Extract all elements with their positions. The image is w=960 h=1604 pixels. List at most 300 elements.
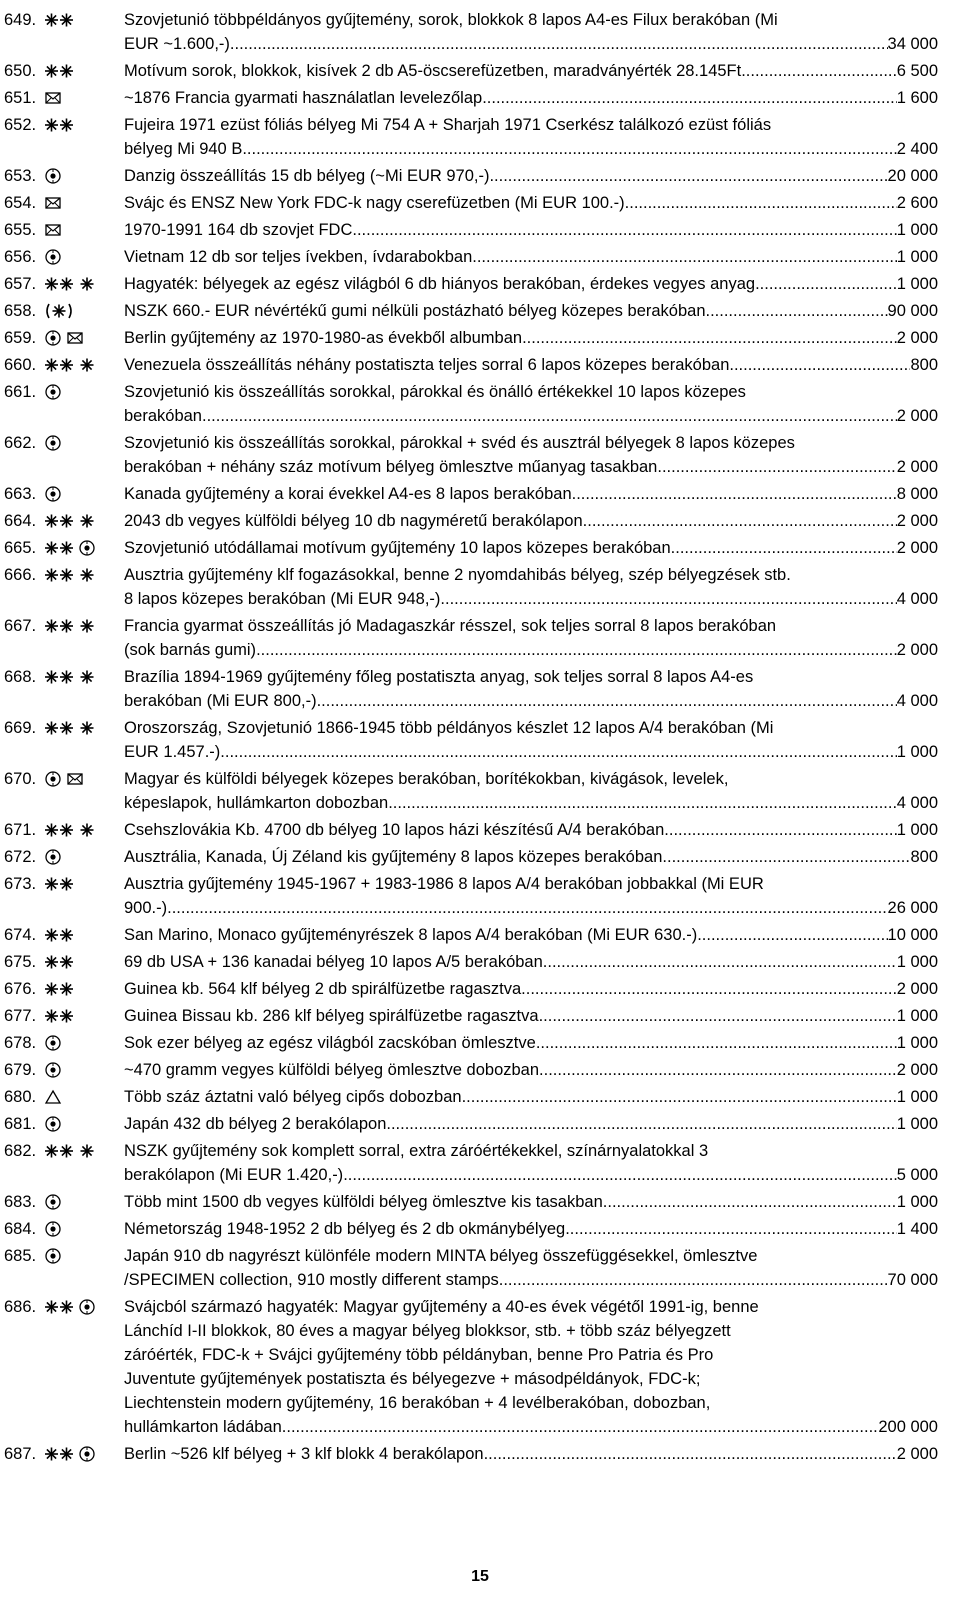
lot-item — [0, 845, 960, 869]
lot-item — [0, 191, 960, 215]
lot-number: 650. — [4, 62, 37, 80]
leader-dots — [256, 638, 897, 662]
description-text: Hagyaték: bélyegek az egész világból 6 db hiányos berakóban, érdekes vegyes anyag — [124, 275, 756, 293]
mint-never-hinged-icon — [44, 1445, 74, 1463]
lot-number: 669. — [4, 719, 37, 737]
description-line — [124, 689, 938, 713]
lot-number: 663. — [4, 485, 37, 503]
lot-description — [124, 353, 938, 377]
lot-description — [124, 86, 938, 110]
description-line — [124, 614, 938, 638]
lot-item — [0, 1295, 960, 1439]
leader-dots — [522, 326, 897, 350]
mint-hinged-icon — [78, 566, 96, 584]
lot-description — [124, 536, 938, 560]
lot-description — [124, 1190, 938, 1214]
leader-dots — [343, 1163, 897, 1187]
envelope-icon — [44, 194, 62, 212]
lot-description — [124, 431, 938, 479]
lot-item — [0, 1004, 960, 1028]
description-line — [124, 431, 938, 455]
lot-price: 2 000 — [896, 1445, 938, 1463]
lot-item — [0, 1217, 960, 1241]
leader-dots — [741, 59, 896, 83]
no-gum-icon — [44, 302, 74, 320]
mint-hinged-icon — [78, 821, 96, 839]
condition-symbols — [44, 1142, 96, 1160]
description-line — [124, 1163, 938, 1187]
lot-description — [124, 716, 938, 764]
lot-item — [0, 8, 960, 56]
lot-item — [0, 380, 960, 428]
leader-dots — [543, 950, 897, 974]
lot-number: 681. — [4, 1115, 37, 1133]
lot-description — [124, 1139, 938, 1187]
lot-price: 2 000 — [896, 641, 938, 659]
mint-hinged-icon — [78, 668, 96, 686]
description-line — [124, 482, 938, 506]
description-line — [124, 977, 938, 1001]
description-line — [124, 1244, 938, 1268]
condition-symbols — [44, 1088, 62, 1106]
lot-price: 5 000 — [896, 1166, 938, 1184]
description-text: (sok barnás gumi) — [124, 641, 257, 659]
lot-item — [0, 977, 960, 1001]
lot-price: 20 000 — [887, 167, 938, 185]
lot-description — [124, 326, 938, 350]
description-line — [124, 1217, 938, 1241]
description-line — [124, 380, 938, 404]
description-text: 2043 db vegyes külföldi bélyeg 10 db nagyméretű berakólapon — [124, 512, 583, 530]
mint-never-hinged-icon — [44, 1007, 74, 1025]
condition-symbols — [44, 383, 62, 401]
condition-symbols — [44, 167, 62, 185]
lot-number: 655. — [4, 221, 37, 239]
lot-price: 1 000 — [896, 1088, 938, 1106]
description-line — [124, 872, 938, 896]
leader-dots — [472, 245, 896, 269]
lot-number: 680. — [4, 1088, 37, 1106]
lot-number: 657. — [4, 275, 37, 293]
used-stamp-icon — [44, 848, 62, 866]
description-line — [124, 1367, 938, 1391]
description-text: 8 lapos közepes berakóban (Mi EUR 948,-) — [124, 590, 441, 608]
lot-price: 6 500 — [896, 62, 938, 80]
description-text: Oroszország, Szovjetunió 1866-1945 több példányos készlet 12 lapos A/4 berakóban (Mi — [124, 719, 774, 737]
mint-never-hinged-icon — [44, 980, 74, 998]
description-line — [124, 1190, 938, 1214]
mint-never-hinged-icon — [44, 11, 74, 29]
description-text: Több mint 1500 db vegyes külföldi bélyeg ömlesztve kis tasakban — [124, 1193, 603, 1211]
condition-symbols — [44, 194, 62, 212]
lot-item — [0, 299, 960, 323]
lot-number: 682. — [4, 1142, 37, 1160]
mint-never-hinged-icon — [44, 617, 74, 635]
description-text: Szovjetunió utódállamai motívum gyűjtemény 10 lapos közepes berakóban — [124, 539, 671, 557]
description-line — [124, 326, 938, 350]
lot-description — [124, 1085, 938, 1109]
description-line — [124, 716, 938, 740]
description-text: Fujeira 1971 ezüst fóliás bélyeg Mi 754 A + Sharjah 1971 Cserkész találkozó ezüst fóliás — [124, 116, 772, 134]
lot-item — [0, 923, 960, 947]
lot-description — [124, 8, 938, 56]
lot-price: 1 000 — [896, 248, 938, 266]
lot-price: 2 600 — [896, 194, 938, 212]
condition-symbols — [44, 953, 74, 971]
description-text: Danzig összeállítás 15 db bélyeg (~Mi EUR 970,-) — [124, 167, 490, 185]
description-text: EUR 1.457.-) — [124, 743, 221, 761]
description-text: Lánchíd I-II blokkok, 80 éves a magyar bélyeg blokksor, stb. + több száz bélyegzett — [124, 1322, 731, 1340]
lot-price: 1 000 — [896, 1034, 938, 1052]
lot-item — [0, 563, 960, 611]
leader-dots — [220, 740, 896, 764]
lot-description — [124, 1004, 938, 1028]
lot-item — [0, 536, 960, 560]
lot-price: 1 000 — [896, 221, 938, 239]
condition-symbols — [44, 116, 74, 134]
lot-item — [0, 482, 960, 506]
description-text: Kanada gyűjtemény a korai évekkel A4-es 8 lapos berakóban — [124, 485, 572, 503]
leader-dots — [565, 1217, 896, 1241]
condition-symbols — [44, 668, 96, 686]
description-text: /SPECIMEN collection, 910 mostly different stamps — [124, 1271, 499, 1289]
lot-item — [0, 1031, 960, 1055]
description-line — [124, 1442, 938, 1466]
description-text: Japán 432 db bélyeg 2 berakólapon — [124, 1115, 387, 1133]
leader-dots — [539, 1004, 897, 1028]
lot-description — [124, 845, 938, 869]
page-number: 15 — [471, 1568, 489, 1585]
description-text: berakóban — [124, 407, 202, 425]
description-line — [124, 1058, 938, 1082]
mint-never-hinged-icon — [44, 512, 74, 530]
mint-hinged-icon — [78, 1142, 96, 1160]
lot-price: 8 000 — [896, 485, 938, 503]
lot-price: 10 000 — [887, 926, 938, 944]
lot-number: 667. — [4, 617, 37, 635]
lot-description — [124, 218, 938, 242]
lot-item — [0, 767, 960, 815]
leader-dots — [242, 137, 896, 161]
description-text: Motívum sorok, blokkok, kisívek 2 db A5-öscserefüzetben, maradványérték 28.145Ft — [124, 62, 742, 80]
condition-symbols — [44, 875, 74, 893]
used-stamp-icon — [44, 1220, 62, 1238]
lot-number: 651. — [4, 89, 37, 107]
lot-description — [124, 1112, 938, 1136]
lot-item — [0, 665, 960, 713]
lot-description — [124, 818, 938, 842]
description-line — [124, 1343, 938, 1367]
lot-item — [0, 1244, 960, 1292]
lot-description — [124, 1295, 938, 1439]
leader-dots — [755, 272, 897, 296]
description-line — [124, 8, 938, 32]
lot-item — [0, 872, 960, 920]
lot-number: 664. — [4, 512, 37, 530]
lot-number: 687. — [4, 1445, 37, 1463]
envelope-icon — [66, 329, 84, 347]
condition-symbols — [44, 539, 96, 557]
condition-symbols — [44, 926, 74, 944]
lot-item — [0, 1442, 960, 1466]
leader-dots — [499, 1268, 888, 1292]
lot-item — [0, 272, 960, 296]
description-line — [124, 665, 938, 689]
description-text: ~470 gramm vegyes külföldi bélyeg ömlesztve dobozban — [124, 1061, 540, 1079]
lot-description — [124, 113, 938, 161]
lot-item — [0, 326, 960, 350]
used-stamp-icon — [78, 539, 96, 557]
mint-hinged-icon — [78, 356, 96, 374]
lot-item — [0, 164, 960, 188]
leader-dots — [536, 1031, 897, 1055]
mint-never-hinged-icon — [44, 275, 74, 293]
lot-item — [0, 950, 960, 974]
lot-description — [124, 1442, 938, 1466]
lot-item — [0, 818, 960, 842]
description-line — [124, 191, 938, 215]
lot-item — [0, 218, 960, 242]
leader-dots — [706, 299, 888, 323]
leader-dots — [664, 818, 896, 842]
description-text: záróérték, FDC-k + Svájci gyűjtemény több példányban, benne Pro Patria és Pro — [124, 1346, 714, 1364]
description-text: ~1876 Francia gyarmati használatlan levelezőlap — [124, 89, 483, 107]
leader-dots — [440, 587, 896, 611]
lot-number: 660. — [4, 356, 37, 374]
lot-description — [124, 482, 938, 506]
mint-never-hinged-icon — [44, 668, 74, 686]
condition-symbols — [44, 617, 96, 635]
lot-number: 670. — [4, 770, 37, 788]
description-line — [124, 455, 938, 479]
lot-item — [0, 245, 960, 269]
description-line — [124, 299, 938, 323]
description-text: Magyar és külföldi bélyegek közepes berakóban, borítékokban, kivágások, levelek, — [124, 770, 729, 788]
condition-symbols — [44, 719, 96, 737]
leader-dots — [202, 404, 897, 428]
mint-never-hinged-icon — [44, 926, 74, 944]
lot-number: 679. — [4, 1061, 37, 1079]
lot-description — [124, 272, 938, 296]
used-stamp-icon — [44, 329, 62, 347]
description-line — [124, 1268, 938, 1292]
lot-item — [0, 1139, 960, 1187]
description-text: NSZK 660.- EUR névértékű gumi nélküli postázható bélyeg közepes berakóban — [124, 302, 706, 320]
lot-number: 661. — [4, 383, 37, 401]
lot-number: 668. — [4, 668, 37, 686]
lot-description — [124, 59, 938, 83]
lot-description — [124, 1058, 938, 1082]
lot-price: 4 000 — [896, 794, 938, 812]
lot-price: 2 000 — [896, 407, 938, 425]
lot-description — [124, 245, 938, 269]
lot-price: 2 000 — [896, 329, 938, 347]
lot-description — [124, 977, 938, 1001]
mint-never-hinged-icon — [44, 875, 74, 893]
description-line — [124, 1085, 938, 1109]
description-text: 69 db USA + 136 kanadai bélyeg 10 lapos A/5 berakóban — [124, 953, 543, 971]
description-text: Svájcból származó hagyaték: Magyar gyűjtemény a 40-es évek végétől 1991-ig, benne — [124, 1298, 759, 1316]
used-stamp-icon — [44, 434, 62, 452]
condition-symbols — [44, 1220, 62, 1238]
lot-price: 800 — [910, 848, 938, 866]
leader-dots — [625, 191, 897, 215]
lot-price: 1 000 — [896, 1007, 938, 1025]
description-text: hullámkarton ládában — [124, 1418, 282, 1436]
lot-description — [124, 665, 938, 713]
mint-never-hinged-icon — [44, 539, 74, 557]
lot-price: 26 000 — [887, 899, 938, 917]
lot-price: 1 000 — [896, 1193, 938, 1211]
condition-symbols — [44, 62, 74, 80]
lot-price: 1 000 — [896, 821, 938, 839]
lot-price: 4 000 — [896, 590, 938, 608]
lot-number: 676. — [4, 980, 37, 998]
used-stamp-icon — [44, 248, 62, 266]
lot-number: 678. — [4, 1034, 37, 1052]
lot-price: 2 000 — [896, 512, 938, 530]
lot-description — [124, 1244, 938, 1292]
leader-dots — [671, 536, 897, 560]
description-line — [124, 536, 938, 560]
used-stamp-icon — [78, 1445, 96, 1463]
condition-symbols — [44, 1034, 62, 1052]
description-line — [124, 272, 938, 296]
leader-dots — [484, 1442, 897, 1466]
lot-price: 1 400 — [896, 1220, 938, 1238]
description-text: EUR ~1.600,-) — [124, 35, 230, 53]
description-text: Venezuela összeállítás néhány postatiszta teljes sorral 6 lapos közepes berakóban — [124, 356, 730, 374]
leader-dots — [603, 1190, 897, 1214]
lot-item — [0, 614, 960, 662]
leader-dots — [539, 1058, 897, 1082]
description-text: Francia gyarmat összeállítás jó Madagaszkár résszel, sok teljes sorral 8 lapos berakóban — [124, 617, 777, 635]
lot-price: 1 000 — [896, 953, 938, 971]
used-stamp-icon — [44, 1061, 62, 1079]
description-text: Ausztrália, Kanada, Új Zéland kis gyűjtemény 8 lapos közepes berakóban — [124, 848, 663, 866]
condition-symbols — [44, 434, 62, 452]
description-text: berakóban (Mi EUR 800,-) — [124, 692, 317, 710]
lot-item — [0, 1058, 960, 1082]
description-text: bélyeg Mi 940 B — [124, 140, 243, 158]
description-line — [124, 1295, 938, 1319]
mint-never-hinged-icon — [44, 953, 74, 971]
description-line — [124, 59, 938, 83]
leader-dots — [282, 1415, 879, 1439]
lot-price: 2 000 — [896, 980, 938, 998]
lot-number: 656. — [4, 248, 37, 266]
lot-price: 2 000 — [896, 458, 938, 476]
lot-description — [124, 950, 938, 974]
description-text: 900.-) — [124, 899, 168, 917]
leader-dots — [462, 1085, 897, 1109]
lot-number: 672. — [4, 848, 37, 866]
description-text: Németország 1948-1952 2 db bélyeg és 2 db okmánybélyeg — [124, 1220, 566, 1238]
lot-number: 685. — [4, 1247, 37, 1265]
lot-number: 686. — [4, 1298, 37, 1316]
lot-item — [0, 86, 960, 110]
condition-symbols — [44, 770, 84, 788]
lot-item — [0, 1190, 960, 1214]
envelope-icon — [44, 89, 62, 107]
description-text: Vietnam 12 db sor teljes ívekben, ívdarabokban — [124, 248, 473, 266]
description-line — [124, 1112, 938, 1136]
lot-description — [124, 563, 938, 611]
description-line — [124, 791, 938, 815]
condition-symbols — [44, 356, 96, 374]
mint-never-hinged-icon — [44, 62, 74, 80]
leader-dots — [729, 353, 910, 377]
condition-symbols — [44, 485, 62, 503]
lot-number: 677. — [4, 1007, 37, 1025]
mint-never-hinged-icon — [44, 1142, 74, 1160]
lot-item — [0, 431, 960, 479]
leader-dots — [317, 689, 897, 713]
description-text: Liechtenstein modern gyűjtemény, 16 berakóban + 4 levélberakóban, dobozban, — [124, 1394, 711, 1412]
condition-symbols — [44, 1193, 62, 1211]
lot-number: 666. — [4, 566, 37, 584]
description-line — [124, 509, 938, 533]
lot-number: 684. — [4, 1220, 37, 1238]
condition-symbols — [44, 1445, 96, 1463]
lot-number: 665. — [4, 539, 37, 557]
condition-symbols — [44, 1007, 74, 1025]
used-stamp-icon — [44, 485, 62, 503]
lot-description — [124, 872, 938, 920]
used-stamp-icon — [44, 383, 62, 401]
description-line — [124, 638, 938, 662]
lot-description — [124, 380, 938, 428]
description-text: Ausztria gyűjtemény klf fogazásokkal, benne 2 nyomdahibás bélyeg, szép bélyegzések stb. — [124, 566, 791, 584]
condition-symbols — [44, 980, 74, 998]
description-text: Szovjetunió kis összeállítás sorokkal, párokkal és önálló értékekkel 10 lapos közepes — [124, 383, 746, 401]
lot-number: 654. — [4, 194, 37, 212]
description-line — [124, 818, 938, 842]
description-line — [124, 1391, 938, 1415]
description-line — [124, 767, 938, 791]
used-stamp-icon — [78, 1298, 96, 1316]
mint-never-hinged-icon — [44, 116, 74, 134]
description-text: Szovjetunió többpéldányos gyűjtemény, sorok, blokkok 8 lapos A4-es Filux berakóban (Mi — [124, 11, 778, 29]
leader-dots — [697, 923, 887, 947]
leader-dots — [352, 218, 896, 242]
mint-never-hinged-icon — [44, 719, 74, 737]
lot-number: 675. — [4, 953, 37, 971]
lot-item — [0, 113, 960, 161]
leader-dots — [657, 455, 896, 479]
lot-number: 673. — [4, 875, 37, 893]
leader-dots — [572, 482, 897, 506]
description-text: NSZK gyűjtemény sok komplett sorral, extra záróértékekkel, színárnyalatokkal 3 — [124, 1142, 709, 1160]
lot-number: 659. — [4, 329, 37, 347]
lot-price: 34 000 — [887, 35, 938, 53]
description-line — [124, 86, 938, 110]
description-line — [124, 164, 938, 188]
condition-symbols — [44, 512, 96, 530]
mint-never-hinged-icon — [44, 356, 74, 374]
condition-symbols — [44, 848, 62, 866]
leader-dots — [386, 1112, 896, 1136]
description-text: Berlin gyűjtemény az 1970-1980-as évekből albumban — [124, 329, 523, 347]
condition-symbols — [44, 89, 62, 107]
lot-price: 4 000 — [896, 692, 938, 710]
description-text: Szovjetunió kis összeállítás sorokkal, párokkal + svéd és ausztrál bélyegek 8 lapos közepes — [124, 434, 795, 452]
lot-item — [0, 716, 960, 764]
lot-description — [124, 191, 938, 215]
used-stamp-icon — [44, 770, 62, 788]
description-text: Több száz áztatni való bélyeg cipős dobozban — [124, 1088, 462, 1106]
condition-symbols — [44, 302, 74, 320]
